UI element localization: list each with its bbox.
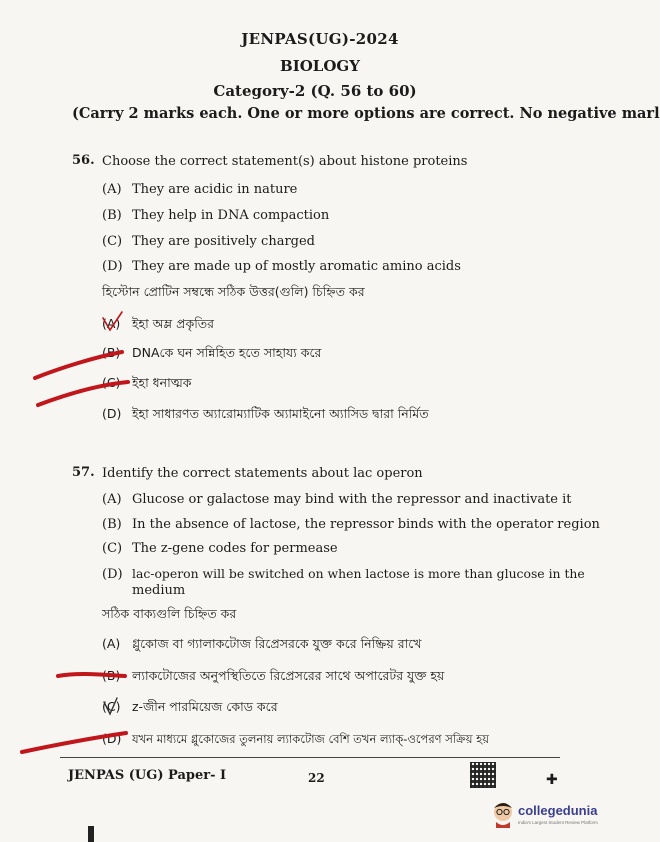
option-c: (C) They are positively charged [102, 234, 315, 249]
option-a: (A) They are acidic in nature [102, 182, 298, 197]
option-b-bengali: (B) ল্যাকটোজের অনুপস্থিতিতে রিপ্রেসরের সাথে অপারেটর যুক্ত হয় [102, 668, 445, 683]
subject-title: BIOLOGY [280, 57, 360, 75]
question-text: Identify the correct statements about lac operon [102, 466, 423, 481]
category-title: Category-2 (Q. 56 to 60) [213, 82, 417, 100]
paper-label: JENPAS (UG) Paper- I [68, 768, 227, 783]
option-b: (B) They help in DNA compaction [102, 208, 330, 223]
question-number: 56. [72, 153, 95, 168]
question-text-bengali: সঠিক বাক্যগুলি চিহ্নিত কর [102, 606, 237, 621]
page-number: 22 [308, 771, 325, 785]
brand-tagline: India's Largest Student Review Platform [518, 820, 598, 825]
option-d-continued: medium [132, 583, 186, 598]
plus-icon: ✚ [546, 772, 558, 788]
brand-name: collegedunia [518, 803, 598, 818]
option-d-bengali: (D) ইহা সাধারণত অ্যারোম্যাটিক অ্যামাইনো অ্যাসিড দ্বারা নির্মিত [102, 406, 429, 421]
option-c-bengali: (C) ইহা ধনাত্মক [102, 375, 192, 390]
option-d: (D) They are made up of mostly aromatic amino acids [102, 259, 461, 274]
question-text-bengali: হিস্টোন প্রোটিন সম্বন্ধে সঠিক উত্তর(গুলি) চিহ্নিত কর [102, 284, 365, 299]
option-a-bengali: (A) গ্লুকোজ বা গ্যালাকটোজ রিপ্রেসরকে যুক্ত করে নিষ্ক্রিয় রাখে [102, 636, 422, 651]
option-d-bengali: (D) যখন মাধ্যমে গ্লুকোজের তুলনায় ল্যাকটোজ বেশি তখন ল্যাক্-ওপেরণ সক্রিয় হয় [102, 731, 490, 746]
option-b-bengali: (B) DNAকে ঘন সন্নিহিত হতে সাহায্য করে [102, 345, 322, 360]
option-c: (C) The z-gene codes for permease [102, 541, 338, 556]
corner-mark [88, 826, 94, 842]
option-b: (B) In the absence of lactose, the repressor binds with the operator region [102, 517, 600, 532]
option-d: (D) lac-operon will be switched on when lactose is more than glucose in the [102, 566, 585, 582]
question-number: 57. [72, 465, 95, 480]
option-a: (A) Glucose or galactose may bind with the repressor and inactivate it [102, 492, 572, 507]
option-a-bengali: (A) ইহা অম্ল প্রকৃতির [102, 316, 215, 331]
option-c-bengali: (C) z-জীন পারমিয়েজ কোড করে [102, 699, 278, 714]
footer-rule [60, 757, 560, 758]
mascot-logo-icon [490, 800, 516, 828]
marking-note: (Carry 2 marks each. One or more options are correct. No negative marl [72, 105, 660, 122]
qr-code-icon [470, 762, 496, 788]
question-text: Choose the correct statement(s) about histone proteins [102, 154, 468, 169]
exam-title: JENPAS(UG)-2024 [241, 30, 399, 48]
